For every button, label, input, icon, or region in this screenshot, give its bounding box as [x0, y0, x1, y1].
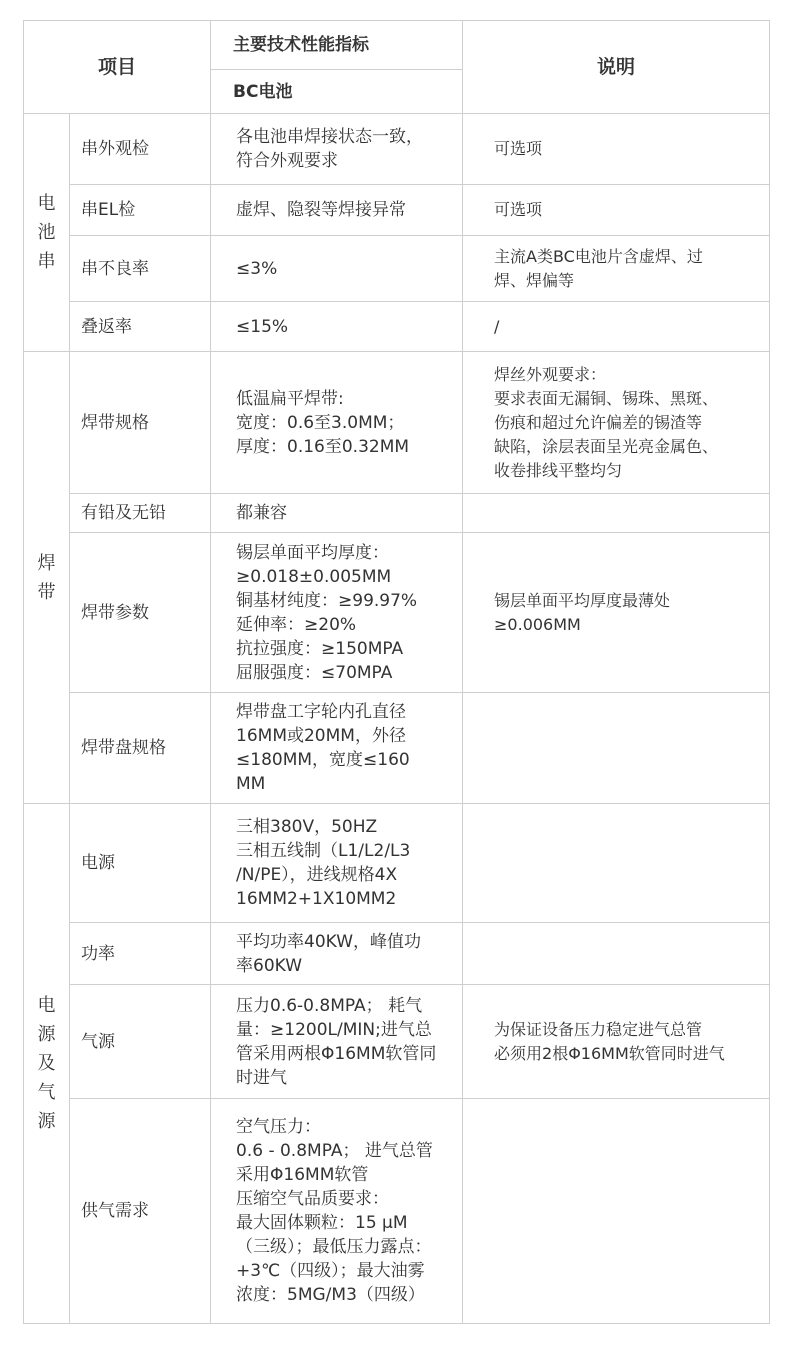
note-value	[463, 302, 770, 352]
spec-value	[211, 923, 463, 985]
spec-table	[23, 20, 770, 1324]
table-row	[24, 923, 770, 985]
spec-line: 虚焊、隐裂等焊接异常	[236, 200, 407, 220]
table-row	[24, 352, 770, 494]
spec-line: 宽度：0.6至3.0MM；	[236, 412, 405, 433]
table-row	[24, 985, 770, 1099]
spec-line: 空气压力：	[236, 1117, 322, 1137]
spec-line: 浓度：5MG/M3（四级）	[236, 1285, 425, 1305]
group-label	[24, 352, 70, 804]
note-line: 可选项	[494, 139, 543, 158]
spec-line: 符合外观要求	[236, 151, 339, 171]
table-row	[24, 1099, 770, 1324]
note-line: 主流A类BC电池片含虚焊、过	[494, 246, 703, 266]
note-value	[463, 1099, 770, 1324]
spec-line: 管采用两根Φ16MM软管同	[236, 1043, 437, 1064]
spec-line: ≤3%	[236, 258, 278, 279]
item-name: 叠返率	[70, 302, 211, 352]
spec-line: ≥0.018±0.005MM	[236, 566, 392, 587]
spec-line: 最大固体颗粒：15 μM	[236, 1213, 408, 1233]
item-name: 功率	[70, 923, 211, 985]
group-label-char: 及	[37, 1053, 56, 1074]
note-line: 伤痕和超过允许偏差的锡渣等	[494, 412, 703, 432]
spec-value	[211, 1099, 463, 1324]
spec-line: 三相五线制（L1/L2/L3	[236, 841, 411, 861]
group-label-char: 焊	[37, 552, 56, 574]
note-line: 焊、焊偏等	[494, 270, 575, 290]
table-row	[24, 236, 770, 302]
spec-line: 采用Φ16MM软管	[236, 1165, 369, 1185]
note-line: 缺陷，涂层表面呈光亮金属色、	[494, 436, 719, 456]
note-value	[463, 804, 770, 923]
note-value	[463, 693, 770, 804]
spec-line: ≤180MM，宽度≤160	[236, 750, 410, 770]
note-line: 可选项	[494, 200, 543, 219]
spec-line: 焊带盘工字轮内孔直径	[236, 702, 407, 722]
spec-line: 0.6 - 0.8MPA； 进气总管	[236, 1141, 433, 1161]
spec-line: 抗拉强度：≥150MPA	[236, 638, 404, 659]
spec-line: 锡层单面平均厚度：	[236, 542, 390, 563]
note-line: 必须用2根Φ16MM软管同时进气	[494, 1043, 725, 1063]
spec-value	[211, 236, 463, 302]
spec-line: +3℃（四级）；最大油雾	[236, 1261, 425, 1281]
table-row	[24, 185, 770, 236]
group-label-char: 串	[37, 251, 56, 272]
spec-line: 量：≥1200L/MIN;进气总	[236, 1019, 432, 1040]
spec-line: 厚度：0.16至0.32MM	[236, 436, 410, 457]
item-name: 有铅及无铅	[70, 494, 211, 533]
note-line: 焊丝外观要求：	[494, 364, 607, 384]
note-line: 为保证设备压力稳定进气总管	[494, 1019, 703, 1039]
spec-value	[211, 985, 463, 1099]
note-value	[463, 923, 770, 985]
group-label-char: 池	[37, 222, 56, 243]
spec-line: 都兼容	[236, 503, 288, 523]
spec-line: 16MM2+1X10MM2	[236, 889, 397, 909]
spec-value	[211, 302, 463, 352]
item-name: 串不良率	[70, 236, 211, 302]
spec-line: ≤15%	[236, 316, 289, 337]
group-label-char: 电	[37, 995, 56, 1016]
item-name: 气源	[70, 985, 211, 1099]
item-name: 串EL检	[70, 185, 211, 236]
spec-value	[211, 533, 463, 693]
group-label-char: 带	[37, 581, 56, 603]
spec-line: 低温扁平焊带:	[236, 388, 344, 409]
spec-line: （三级）；最低压力露点：	[236, 1237, 432, 1257]
note-line: 锡层单面平均厚度最薄处	[494, 590, 671, 610]
spec-line: 各电池串焊接状态一致，	[236, 127, 424, 147]
group-label-char: 电	[37, 193, 56, 214]
note-value	[463, 114, 770, 185]
spec-line: /N/PE），进线规格4X	[236, 865, 398, 885]
table-row	[24, 533, 770, 693]
table-row	[24, 804, 770, 923]
header-spec-sub: BC电池	[211, 70, 463, 114]
spec-value	[211, 352, 463, 494]
spec-line: 三相380V，50HZ	[236, 817, 378, 837]
group-label-char: 气	[37, 1082, 56, 1103]
spec-line: 率60KW	[236, 955, 302, 976]
spec-sheet	[23, 20, 769, 1325]
note-line: /	[494, 316, 500, 336]
note-value	[463, 533, 770, 693]
note-line: 要求表面无漏铜、锡珠、黑斑、	[494, 388, 719, 408]
spec-line: 铜基材纯度：≥99.97%	[236, 590, 418, 611]
spec-line: 屈服强度：≤70MPA	[236, 662, 393, 683]
spec-value	[211, 804, 463, 923]
spec-line: 压缩空气品质要求：	[236, 1189, 390, 1209]
spec-value	[211, 185, 463, 236]
group-label	[24, 804, 70, 1324]
item-name: 焊带规格	[70, 352, 211, 494]
note-value	[463, 985, 770, 1099]
header-item: 项目	[24, 21, 211, 114]
table-row	[24, 114, 770, 185]
item-name: 焊带盘规格	[70, 693, 211, 804]
item-name: 焊带参数	[70, 533, 211, 693]
spec-line: 16MM或20MM，外径	[236, 726, 406, 746]
spec-line: 平均功率40KW，峰值功	[236, 931, 421, 952]
note-value	[463, 494, 770, 533]
item-name: 电源	[70, 804, 211, 923]
note-value	[463, 352, 770, 494]
spec-line: 延伸率：≥20%	[236, 614, 357, 635]
spec-line: MM	[236, 774, 266, 794]
header-spec-group: 主要技术性能指标	[211, 21, 463, 70]
spec-value	[211, 693, 463, 804]
spec-value	[211, 494, 463, 533]
note-line: ≥0.006MM	[494, 614, 581, 634]
spec-value	[211, 114, 463, 185]
table-row	[24, 302, 770, 352]
note-value	[463, 185, 770, 236]
spec-line: 时进气	[236, 1067, 288, 1088]
note-line: 收卷排线平整均匀	[494, 460, 623, 480]
group-label-char: 源	[37, 1024, 56, 1045]
table-row	[24, 693, 770, 804]
group-label	[24, 114, 70, 352]
note-value	[463, 236, 770, 302]
header-note: 说明	[463, 21, 770, 114]
group-label-char: 源	[37, 1111, 56, 1132]
item-name: 串外观检	[70, 114, 211, 185]
item-name: 供气需求	[70, 1099, 211, 1324]
table-row	[24, 494, 770, 533]
spec-line: 压力0.6-0.8MPA； 耗气	[236, 995, 423, 1016]
